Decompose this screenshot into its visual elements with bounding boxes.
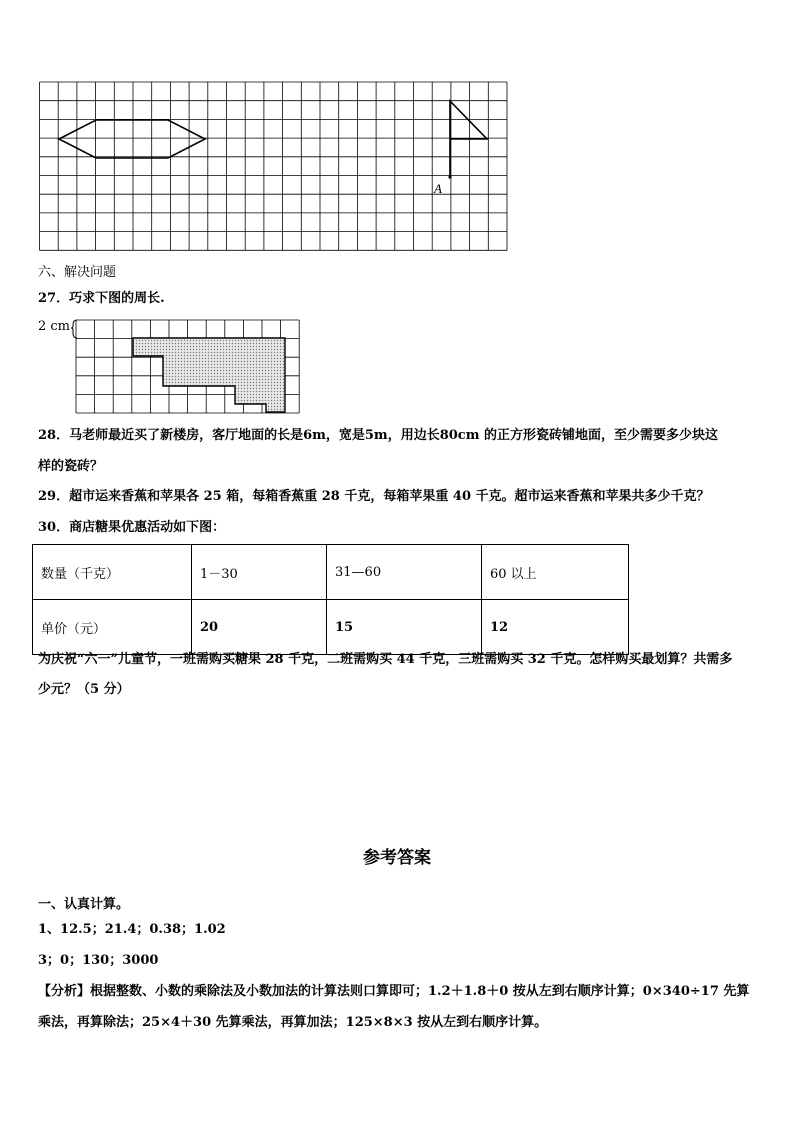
answer-section-1: 一、认真计算。 (38, 897, 130, 912)
question-27: 27．巧求下图的周长. (38, 291, 165, 306)
table-cell: 15 (327, 600, 482, 655)
section-6-title: 六、解决问题 (38, 265, 117, 280)
answer-line-2: 3；0；130；3000 (38, 953, 159, 968)
analysis-line-2: 乘法，再算除法；25×4＋30 先算乘法，再算加法；125×8×3 按从左到右顺序计算。 (38, 1015, 548, 1030)
price-table (32, 544, 629, 655)
question-29: 29．超市运来香蕉和苹果各 25 箱，每箱香蕉重 28 千克，每箱苹果重 40 千克。超市运来香蕉和苹果共多少千克？ (38, 489, 710, 504)
scale-label: 2 cm (38, 319, 71, 334)
question-30-line1: 为庆祝“六一”儿童节，一班需购买糖果 28 千克，二班需购买 44 千克，三班需购买 32 千克。怎样购买最划算？共需多 (38, 652, 733, 667)
question-28-line1: 28．马老师最近买了新楼房，客厅地面的长是6m，宽是5m，用边长80cm 的正方形瓷砖铺地面，至少需要多少块这 (38, 428, 718, 443)
question-30-line2: 少元？（5 分） (38, 682, 130, 697)
question-28-line2: 样的瓷砖？ (38, 459, 104, 474)
perimeter-grid-figure (0, 0, 794, 420)
table-cell: 31—60 (327, 545, 482, 600)
table-cell: 60 以上 (482, 545, 629, 600)
question-30-intro: 30．商店糖果优惠活动如下图： (38, 520, 226, 535)
answer-title: 参考答案 (363, 848, 431, 868)
table-cell: 1－30 (192, 545, 327, 600)
table-cell: 20 (192, 600, 327, 655)
table-cell: 单价（元） (33, 600, 192, 655)
table-cell: 12 (482, 600, 629, 655)
table-cell: 数量（千克） (33, 545, 192, 600)
analysis-line-1: 【分析】根据整数、小数的乘除法及小数加法的计算法则口算即可；1.2＋1.8＋0 按从左到右顺序计算；0×340÷17 先算 (38, 984, 750, 999)
table-row (33, 545, 629, 600)
table-row (33, 600, 629, 655)
shaded-shape (133, 338, 285, 412)
answer-line-1: 1、12.5；21.4；0.38；1.02 (38, 922, 226, 937)
point-a-label: A (434, 181, 442, 196)
